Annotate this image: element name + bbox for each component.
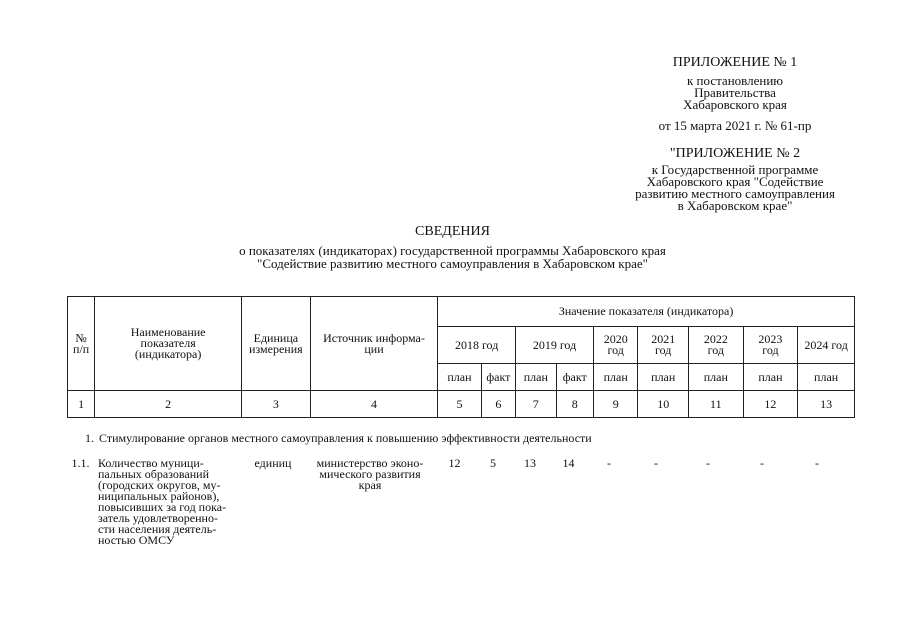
header-year-2024: 2024 год xyxy=(798,327,855,364)
appendix2-title: "ПРИЛОЖЕНИЕ № 2 xyxy=(669,146,801,161)
column-number: 9 xyxy=(593,391,638,418)
column-number: 12 xyxy=(743,391,798,418)
row-unit: единиц xyxy=(254,456,292,470)
row-value: 12 xyxy=(448,456,461,470)
column-number: 3 xyxy=(241,391,310,418)
header-sub: план xyxy=(638,364,689,391)
appendix2-line: к Государственной программе xyxy=(651,162,819,177)
row-number: 1.1. xyxy=(71,456,90,470)
header-sub: план xyxy=(689,364,744,391)
header-year-2023: 2023 год xyxy=(743,327,798,364)
appendix1-title: ПРИЛОЖЕНИЕ № 1 xyxy=(672,55,798,70)
row-value: - xyxy=(706,456,710,470)
column-number: 4 xyxy=(310,391,437,418)
column-number: 10 xyxy=(638,391,689,418)
column-number: 1 xyxy=(68,391,95,418)
header-sub: план xyxy=(516,364,556,391)
section-title: Стимулирование органов местного самоуправления к повышению эффективности деятельности xyxy=(99,431,592,445)
appendix1-header xyxy=(610,55,860,132)
header-source: Источник информа- ции xyxy=(310,297,437,391)
header-sub: план xyxy=(743,364,798,391)
header-year-2019: 2019 год xyxy=(516,327,594,364)
subtitle-line: о показателях (индикаторах) государственной программы Хабаровского края xyxy=(239,243,666,258)
header-num: № п/п xyxy=(68,297,95,391)
section-number: 1. xyxy=(85,431,94,445)
header-name: Наименование показателя (индикатора) xyxy=(95,297,242,391)
header-year-2021: 2021 год xyxy=(638,327,689,364)
column-number: 8 xyxy=(556,391,593,418)
column-number: 7 xyxy=(516,391,556,418)
row-value: 13 xyxy=(524,456,536,470)
document-title: СВЕДЕНИЯ xyxy=(415,224,490,239)
row-value: - xyxy=(760,456,764,470)
row-source: министерство эконо- мического развития края xyxy=(316,456,424,492)
row-value: - xyxy=(815,456,819,470)
row-value: - xyxy=(654,456,658,470)
document-subtitle xyxy=(0,244,905,270)
appendix2-line: в Хабаровском крае" xyxy=(677,198,793,213)
appendix2-line: Хабаровского края "Содействие xyxy=(646,174,824,189)
appendix1-line: к постановлению xyxy=(686,73,784,88)
header-sub: факт xyxy=(556,364,593,391)
appendix2-header xyxy=(610,146,860,212)
row-value: 14 xyxy=(562,456,575,470)
header-year-2022: 2022 год xyxy=(689,327,744,364)
header-value-group: Значение показателя (индикатора) xyxy=(438,297,855,327)
appendix1-date: от 15 марта 2021 г. № 61-пр xyxy=(658,118,812,133)
column-number: 13 xyxy=(798,391,855,418)
appendix2-line: развитию местного самоуправления xyxy=(635,186,835,201)
indicators-table xyxy=(67,296,855,418)
column-number: 5 xyxy=(438,391,481,418)
header-sub: факт xyxy=(481,364,515,391)
section-heading xyxy=(67,431,592,446)
header-year-2018: 2018 год xyxy=(438,327,516,364)
row-indicator-name: Количество муници- пальных образований (городских округов, му- ниципальных районов), повысивших за год пока- затель удовлетворенно- сти населения деятель- ностью ОМСУ xyxy=(98,456,227,547)
header-sub: план xyxy=(798,364,855,391)
subtitle-line: "Содействие развитию местного самоуправления в Хабаровском крае" xyxy=(257,256,648,271)
appendix1-line: Хабаровского края xyxy=(683,97,787,112)
header-unit: Единица измерения xyxy=(241,297,310,391)
column-number: 11 xyxy=(689,391,744,418)
appendix1-line: Правительства xyxy=(694,85,776,100)
header-sub: план xyxy=(593,364,638,391)
header-sub: план xyxy=(438,364,481,391)
header-year-2020: 2020 год xyxy=(593,327,638,364)
column-number: 2 xyxy=(95,391,242,418)
row-value: 5 xyxy=(490,456,496,470)
row-value: - xyxy=(607,456,611,470)
column-number: 6 xyxy=(481,391,515,418)
